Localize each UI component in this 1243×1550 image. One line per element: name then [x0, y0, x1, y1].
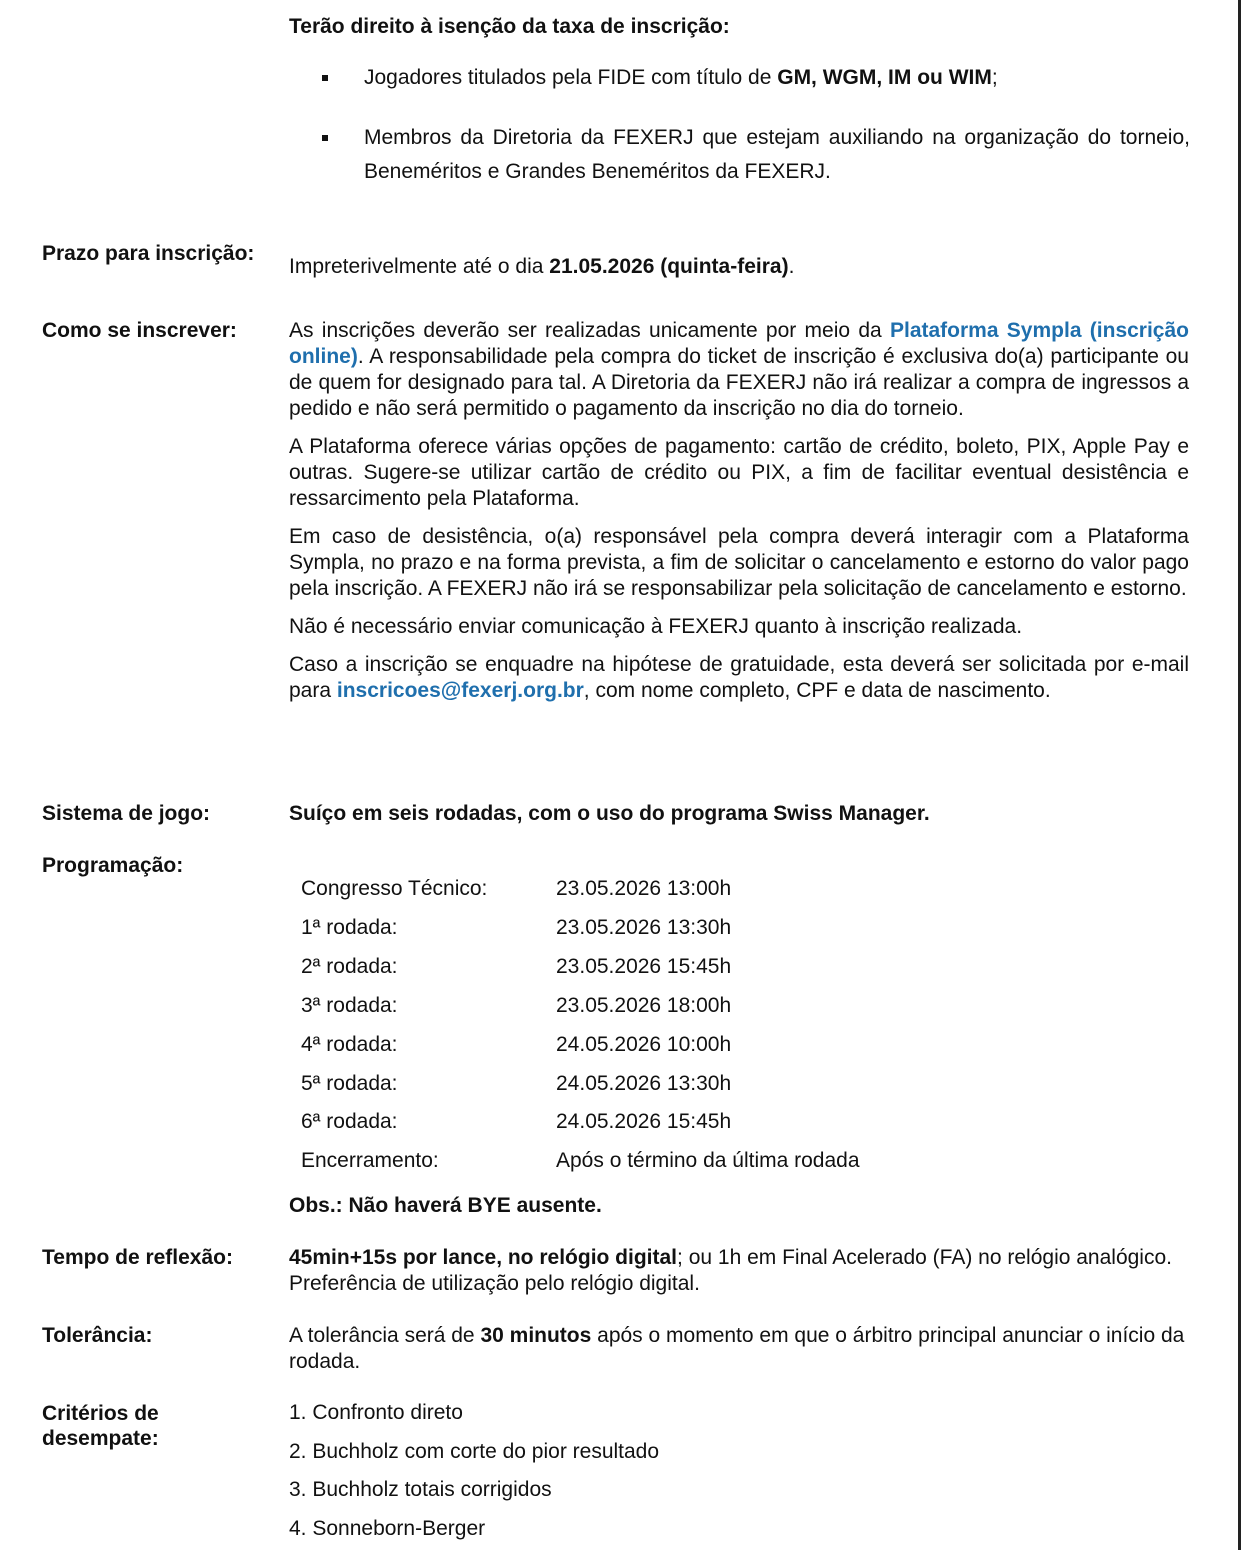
tolerance-minutes: 30 minutos [480, 1324, 592, 1347]
system-label: Sistema de jogo: [42, 802, 211, 825]
exemption-title: Terão direito à isenção da taxa de inscrição: [289, 15, 730, 38]
time-control-main: 45min+15s por lance, no relógio digital [289, 1246, 678, 1269]
tolerance-rest: após o momento em que o árbitro principal anunciar o início da rodada. [289, 1324, 1185, 1373]
tiebreak-item: 4. Sonneborn-Berger [289, 1516, 486, 1540]
tiebreak-item: 3. Buchholz totais corrigidos [289, 1478, 552, 1501]
deadline-value [289, 254, 1189, 280]
exemption-item-1-end: ; [991, 66, 998, 89]
schedule-row-label: Congresso Técnico: [301, 877, 488, 900]
system-value: Suíço em seis rodadas, com o uso do programa Swiss Manager. [289, 802, 930, 825]
howto-paragraph-3: Em caso de desistência, o(a) responsável pela compra deverá interagir com a Plataforma Sympla, no prazo e na forma prevista, a fim de solicitar o cancelamento e estorno do valor pago pela inscrição. A FEXERJ não irá se responsabilizar pela solicitação de cancelamento e estorno. [289, 525, 1189, 600]
exemption-item-1 [322, 61, 1190, 95]
tiebreak-label-line-1: Critérios de [42, 1402, 159, 1425]
time-control-value [289, 1245, 1189, 1297]
schedule-row-label: 1ª rodada: [301, 915, 398, 939]
exemption-item-1-text: Jogadores titulados pela FIDE com título de [364, 66, 778, 89]
tolerance-text: A tolerância será de [289, 1324, 481, 1347]
howto-p1-text: As inscrições deverão ser realizadas unicamente por meio da [289, 319, 890, 342]
tiebreak-label [42, 1401, 272, 1451]
email-link[interactable]: inscricoes@fexerj.org.br [336, 679, 584, 702]
howto-content [289, 318, 1189, 704]
tolerance-value [289, 1323, 1189, 1375]
howto-p5-text: Caso a inscrição se enquadre na hipótese de gratuidade, esta deverá ser solicitada por e-mail para [289, 653, 1189, 702]
howto-paragraph-4: Não é necessário enviar comunicação à FEXERJ quanto à inscrição realizada. [289, 615, 1023, 638]
exemption-titles: GM, WGM, IM ou WIM [777, 66, 992, 89]
sympla-link[interactable]: Plataforma Sympla (inscrição online) [289, 319, 1189, 368]
bullet-icon [322, 135, 328, 141]
schedule-obs: Obs.: Não haverá BYE ausente. [289, 1194, 602, 1217]
schedule-row-label: 4ª rodada: [301, 1032, 398, 1056]
schedule-row-label: Encerramento: [301, 1149, 439, 1173]
schedule-row-label: 6ª rodada: [301, 1110, 398, 1134]
tiebreak-label-line-2: desempate: [42, 1427, 159, 1450]
exemption-item-2 [322, 121, 1190, 189]
howto-label: Como se inscrever: [42, 319, 237, 342]
schedule-row-time: 24.05.2026 10:00h [556, 1032, 732, 1056]
howto-paragraph-1 [289, 318, 1189, 422]
schedule-row-time: 24.05.2026 13:30h [556, 1071, 732, 1095]
schedule-row-time: Após o término da última rodada [556, 1149, 860, 1173]
exemption-item-2-text: Membros da Diretoria da FEXERJ que estejam auxiliando na organização do torneio, Beneméritos e Grandes Beneméritos da FEXERJ. [364, 126, 1190, 183]
tiebreak-item: 2. Buchholz com corte do pior resultado [289, 1439, 660, 1463]
schedule-row-time: 24.05.2026 15:45h [556, 1110, 732, 1134]
schedule-row-label: 2ª rodada: [301, 954, 398, 978]
schedule-label: Programação: [42, 854, 184, 877]
deadline-label: Prazo para inscrição: [42, 242, 255, 265]
schedule-row-time: 23.05.2026 18:00h [556, 993, 732, 1017]
howto-paragraph-2: A Plataforma oferece várias opções de pagamento: cartão de crédito, boleto, PIX, Apple Pay e outras. Sugere-se utilizar cartão de crédito ou PIX, a fim de facilitar eventual desistência e ressarcimento pela Plataforma. [289, 435, 1189, 510]
page-border-line [1238, 0, 1241, 1550]
tolerance-label: Tolerância: [42, 1324, 153, 1347]
howto-p1-rest: . A responsabilidade pela compra do ticket de inscrição é exclusiva do(a) participante ou de quem for designado para tal. A Diretoria da FEXERJ não irá realizar a compra de ingressos a pedido e não será permitido o pagamento da inscrição no dia do torneio. [289, 345, 1189, 420]
time-control-rest: ; ou 1h em Final Acelerado (FA) no relógio analógico. Preferência de utilização pelo relógio digital. [289, 1246, 1172, 1295]
deadline-end: . [788, 255, 795, 278]
howto-paragraph-5 [289, 652, 1189, 704]
bullet-icon [322, 75, 328, 81]
schedule-row-label: 3ª rodada: [301, 993, 398, 1017]
tiebreak-item: 1. Confronto direto [289, 1401, 463, 1424]
schedule-row-time: 23.05.2026 13:00h [556, 877, 732, 900]
howto-p5-rest: , com nome completo, CPF e data de nascimento. [583, 679, 1051, 702]
deadline-date: 21.05.2026 (quinta-feira) [549, 255, 789, 278]
schedule-row-label: 5ª rodada: [301, 1071, 398, 1095]
time-control-label: Tempo de reflexão: [42, 1246, 233, 1269]
deadline-text: Impreterivelmente até o dia [289, 255, 550, 278]
schedule-row-time: 23.05.2026 13:30h [556, 915, 732, 939]
schedule-row-time: 23.05.2026 15:45h [556, 954, 732, 978]
